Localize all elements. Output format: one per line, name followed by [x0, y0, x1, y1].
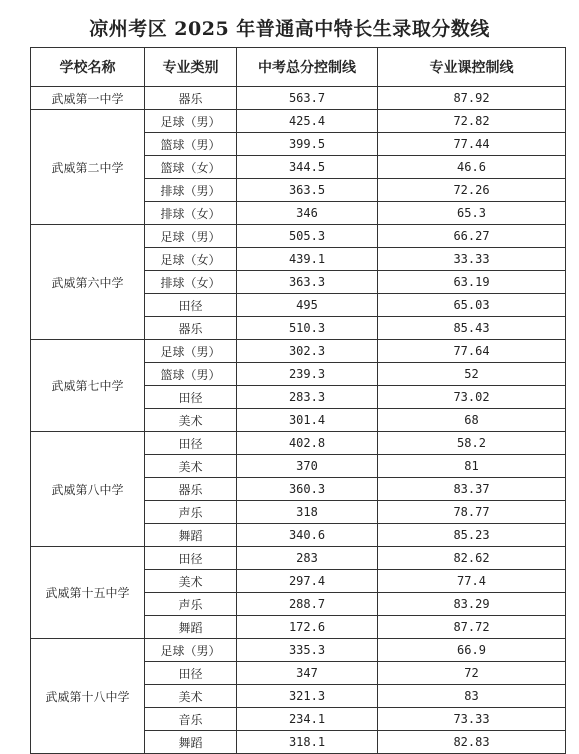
table-row	[31, 87, 566, 110]
major-score-cell: 82.83	[378, 731, 566, 754]
major-score-cell: 73.02	[378, 386, 566, 409]
major-score-cell: 68	[378, 409, 566, 432]
school-name-cell: 武威第十五中学	[31, 547, 145, 639]
total-score-cell: 346	[237, 202, 378, 225]
total-score-cell: 288.7	[237, 593, 378, 616]
major-score-cell: 81	[378, 455, 566, 478]
page-title: 凉州考区 2025 年普通高中特长生录取分数线	[89, 18, 490, 40]
major-score-cell: 72	[378, 662, 566, 685]
total-score-cell: 563.7	[237, 87, 378, 110]
category-cell: 篮球（男）	[145, 363, 237, 386]
total-score-cell: 510.3	[237, 317, 378, 340]
total-score-cell: 321.3	[237, 685, 378, 708]
major-score-cell: 83.37	[378, 478, 566, 501]
major-score-cell: 46.6	[378, 156, 566, 179]
major-score-cell: 78.77	[378, 501, 566, 524]
category-cell: 篮球（女）	[145, 156, 237, 179]
total-score-cell: 297.4	[237, 570, 378, 593]
major-score-cell: 58.2	[378, 432, 566, 455]
category-cell: 音乐	[145, 708, 237, 731]
table-row	[31, 340, 566, 363]
total-score-cell: 363.3	[237, 271, 378, 294]
major-score-cell: 85.43	[378, 317, 566, 340]
total-score-cell: 402.8	[237, 432, 378, 455]
category-cell: 足球（男）	[145, 340, 237, 363]
total-score-cell: 239.3	[237, 363, 378, 386]
major-score-cell: 52	[378, 363, 566, 386]
school-name-cell: 武威第一中学	[31, 87, 145, 110]
major-score-cell: 66.9	[378, 639, 566, 662]
major-score-cell: 85.23	[378, 524, 566, 547]
score-table	[30, 47, 566, 754]
total-score-cell: 495	[237, 294, 378, 317]
table-row	[31, 110, 566, 133]
major-score-cell: 65.03	[378, 294, 566, 317]
total-score-cell: 335.3	[237, 639, 378, 662]
category-cell: 田径	[145, 547, 237, 570]
category-cell: 声乐	[145, 501, 237, 524]
category-cell: 田径	[145, 662, 237, 685]
school-name-cell: 武威第七中学	[31, 340, 145, 432]
major-score-cell: 33.33	[378, 248, 566, 271]
major-score-cell: 77.44	[378, 133, 566, 156]
major-score-cell: 82.62	[378, 547, 566, 570]
table-row	[31, 639, 566, 662]
category-cell: 田径	[145, 386, 237, 409]
category-cell: 美术	[145, 409, 237, 432]
header-school: 学校名称	[31, 48, 145, 87]
school-name-cell: 武威第六中学	[31, 225, 145, 340]
category-cell: 排球（女）	[145, 202, 237, 225]
school-name-cell: 武威第十八中学	[31, 639, 145, 754]
school-name-cell: 武威第二中学	[31, 110, 145, 225]
major-score-cell: 63.19	[378, 271, 566, 294]
table-row	[31, 432, 566, 455]
total-score-cell: 425.4	[237, 110, 378, 133]
table-body	[31, 87, 566, 754]
table-row	[31, 225, 566, 248]
total-score-cell: 283.3	[237, 386, 378, 409]
category-cell: 舞蹈	[145, 524, 237, 547]
school-name-cell: 武威第八中学	[31, 432, 145, 547]
category-cell: 足球（女）	[145, 248, 237, 271]
total-score-cell: 399.5	[237, 133, 378, 156]
total-score-cell: 302.3	[237, 340, 378, 363]
major-score-cell: 72.82	[378, 110, 566, 133]
major-score-cell: 87.92	[378, 87, 566, 110]
total-score-cell: 363.5	[237, 179, 378, 202]
table-row	[31, 547, 566, 570]
total-score-cell: 318.1	[237, 731, 378, 754]
major-score-cell: 65.3	[378, 202, 566, 225]
total-score-cell: 172.6	[237, 616, 378, 639]
major-score-cell: 77.64	[378, 340, 566, 363]
major-score-cell: 83	[378, 685, 566, 708]
header-category: 专业类别	[145, 48, 237, 87]
total-score-cell: 505.3	[237, 225, 378, 248]
category-cell: 美术	[145, 685, 237, 708]
header-major-score: 专业课控制线	[378, 48, 566, 87]
header-row	[31, 48, 566, 87]
total-score-cell: 318	[237, 501, 378, 524]
category-cell: 器乐	[145, 478, 237, 501]
total-score-cell: 234.1	[237, 708, 378, 731]
major-score-cell: 77.4	[378, 570, 566, 593]
category-cell: 器乐	[145, 87, 237, 110]
category-cell: 美术	[145, 455, 237, 478]
major-score-cell: 66.27	[378, 225, 566, 248]
total-score-cell: 340.6	[237, 524, 378, 547]
category-cell: 器乐	[145, 317, 237, 340]
category-cell: 排球（男）	[145, 179, 237, 202]
total-score-cell: 344.5	[237, 156, 378, 179]
major-score-cell: 83.29	[378, 593, 566, 616]
category-cell: 田径	[145, 294, 237, 317]
total-score-cell: 347	[237, 662, 378, 685]
major-score-cell: 87.72	[378, 616, 566, 639]
total-score-cell: 439.1	[237, 248, 378, 271]
category-cell: 田径	[145, 432, 237, 455]
category-cell: 足球（男）	[145, 110, 237, 133]
category-cell: 篮球（男）	[145, 133, 237, 156]
category-cell: 舞蹈	[145, 731, 237, 754]
total-score-cell: 370	[237, 455, 378, 478]
major-score-cell: 72.26	[378, 179, 566, 202]
category-cell: 美术	[145, 570, 237, 593]
category-cell: 排球（女）	[145, 271, 237, 294]
total-score-cell: 301.4	[237, 409, 378, 432]
header-total-score: 中考总分控制线	[237, 48, 378, 87]
category-cell: 足球（男）	[145, 639, 237, 662]
category-cell: 足球（男）	[145, 225, 237, 248]
total-score-cell: 360.3	[237, 478, 378, 501]
category-cell: 声乐	[145, 593, 237, 616]
category-cell: 舞蹈	[145, 616, 237, 639]
total-score-cell: 283	[237, 547, 378, 570]
major-score-cell: 73.33	[378, 708, 566, 731]
